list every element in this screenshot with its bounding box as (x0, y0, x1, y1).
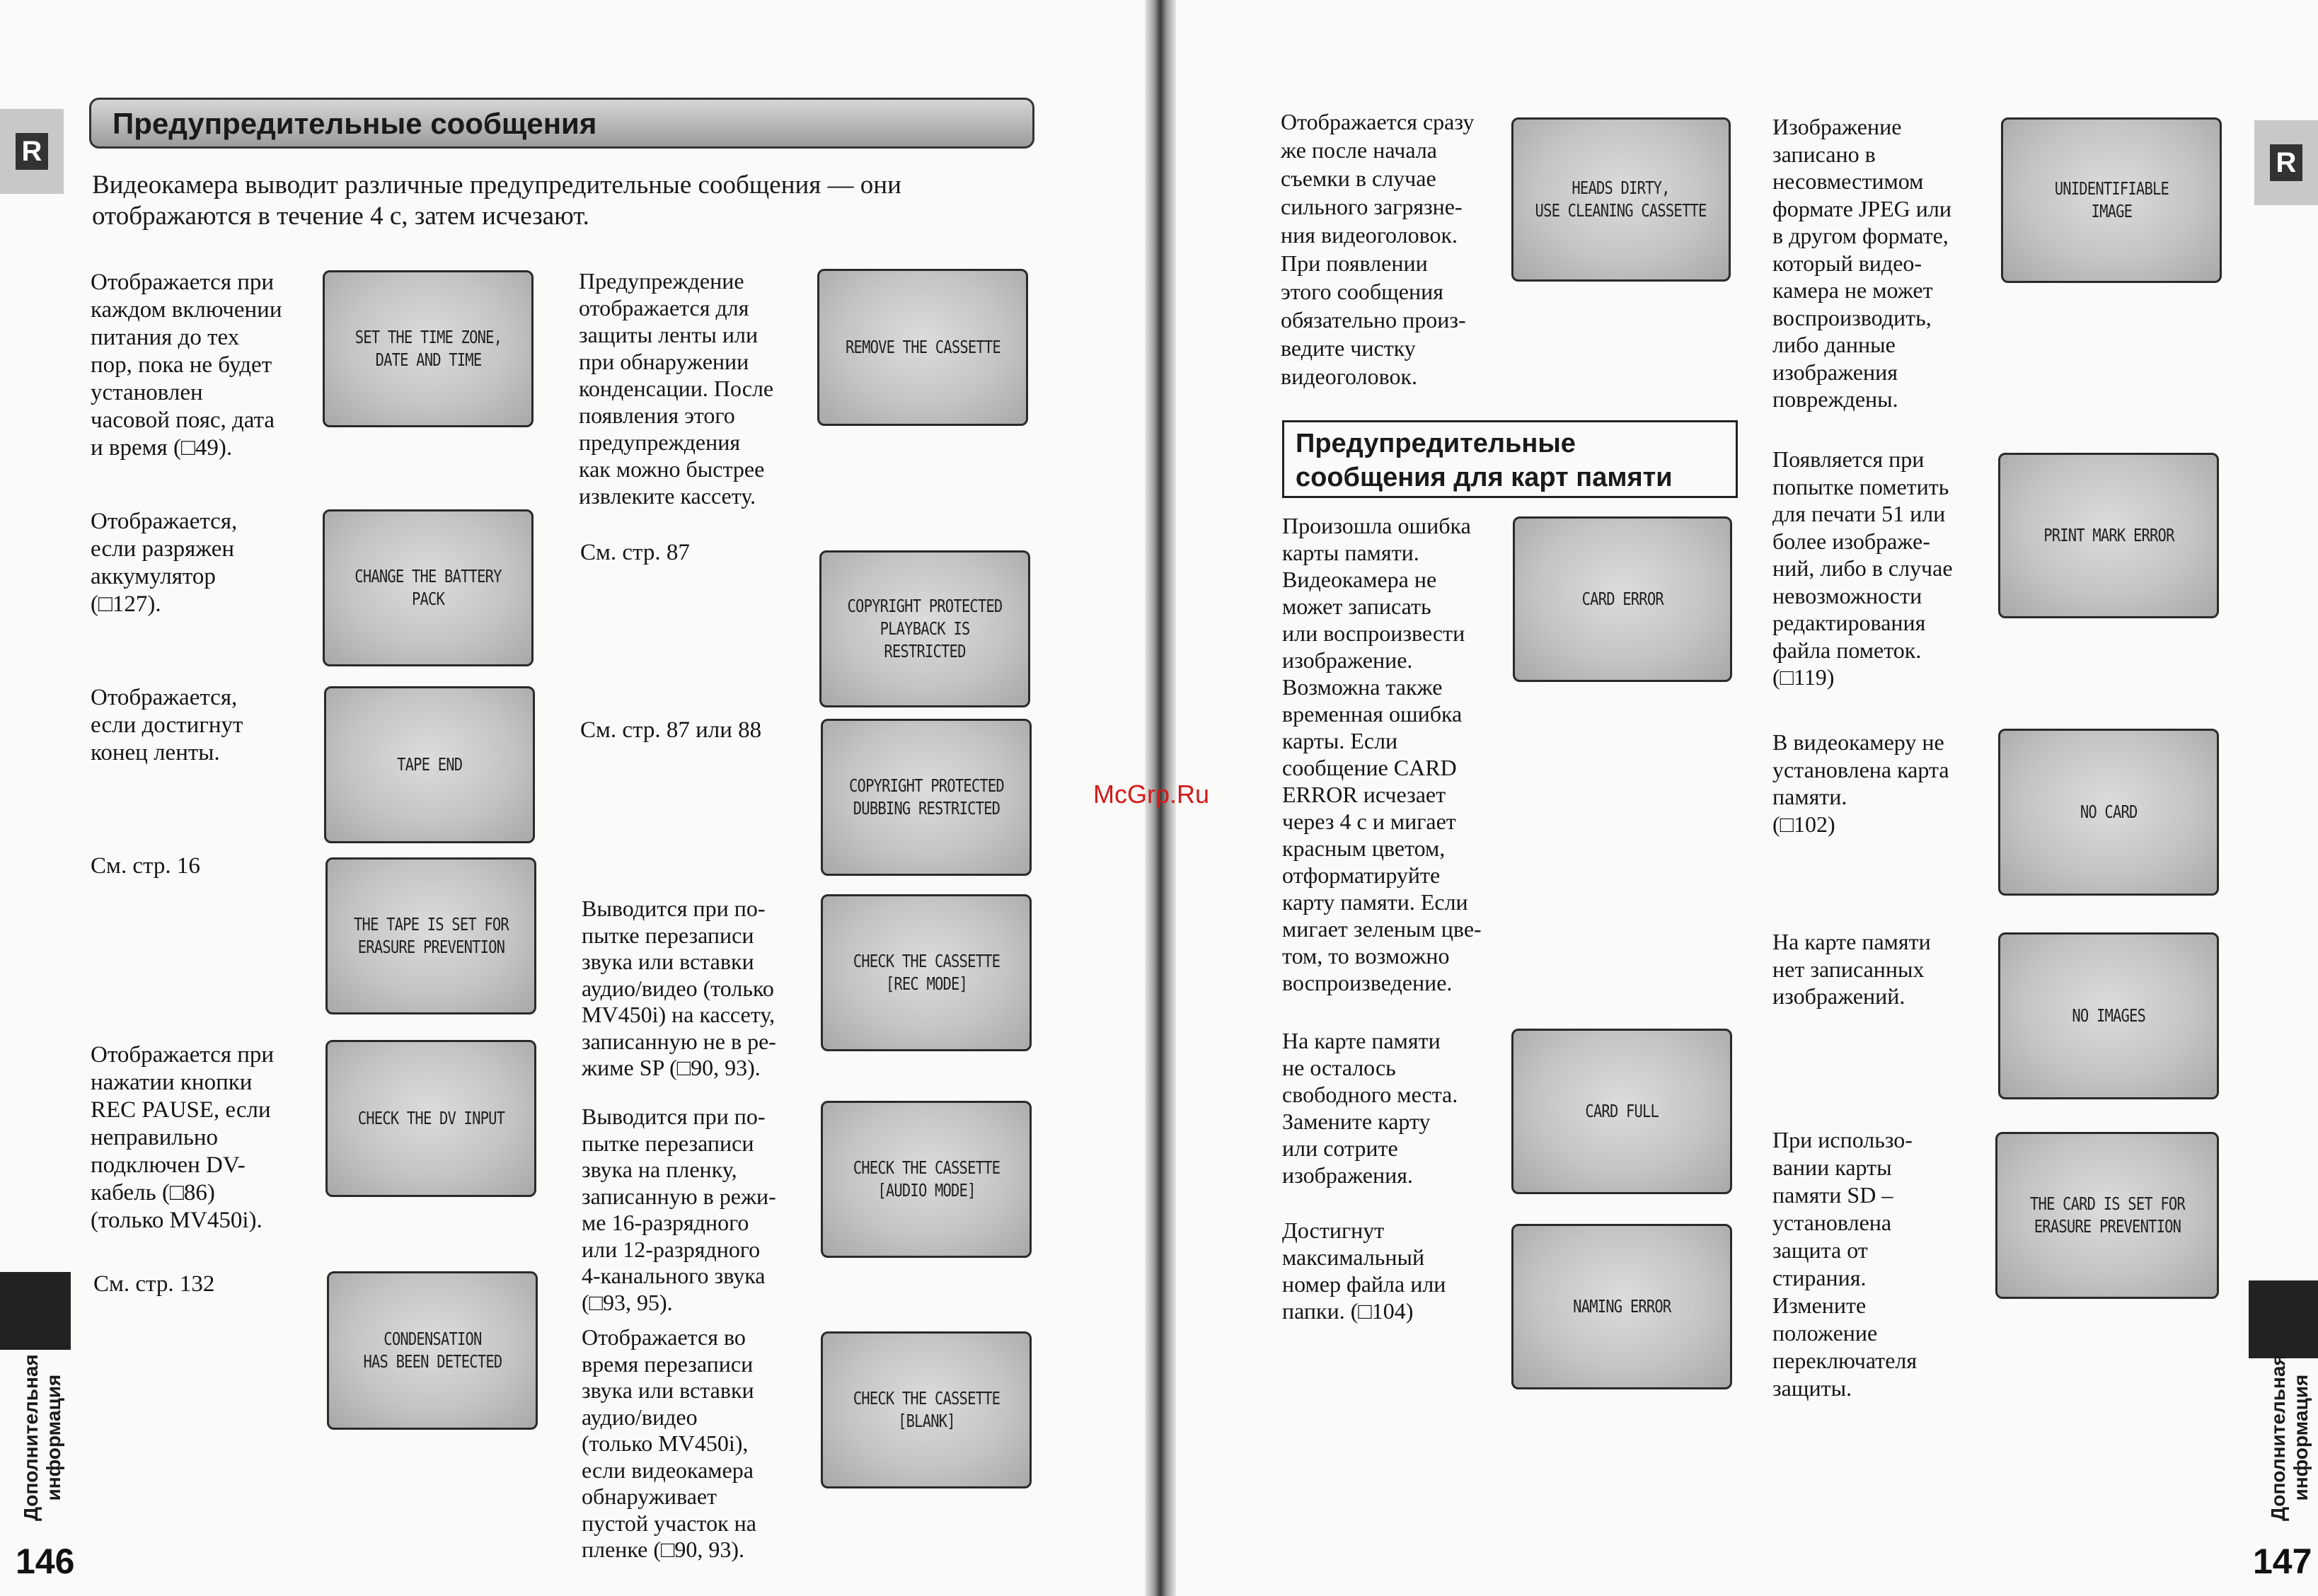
screen-message: COPYRIGHT PROTECTED DUBBING RESTRICTED (848, 775, 1004, 819)
item-desc: См. стр. 16 (91, 853, 200, 879)
lcd-screen (817, 269, 1028, 426)
item-desc: Достигнут максимальный номер файла или папки. (□104) (1282, 1218, 1446, 1324)
screen-message: CHECK THE DV INPUT (357, 1108, 504, 1128)
screen-message: COPYRIGHT PROTECTED PLAYBACK IS RESTRICTED (847, 596, 1003, 661)
lcd-screen (323, 509, 534, 666)
item-desc: В видеокамеру не установлена карта памяти. (□102) (1772, 729, 1949, 837)
lcd-screen (819, 550, 1030, 707)
screen-message: CONDENSATION HAS BEEN DETECTED (363, 1329, 502, 1372)
lcd-screen (1995, 1132, 2219, 1299)
screen-message: NO IMAGES (2072, 1005, 2145, 1026)
section-tab-letter: R (2270, 144, 2302, 181)
lcd-screen (1998, 453, 2219, 618)
memory-card-heading-box (1282, 420, 1738, 498)
item-desc: На карте памяти не осталось свободного места. Замените карту или сотрите изображения. (1282, 1028, 1458, 1188)
lcd-screen (821, 719, 1032, 876)
item-desc: Отображается сразу же после начала съемки в случае сильного загрязне- ния видеоголовок. При появлении этого сообщения обязательно произ- ведите чистку видеоголовок. (1281, 109, 1475, 389)
lcd-screen (323, 270, 534, 427)
item-desc: На карте памяти нет записанных изображений. (1772, 929, 1931, 1009)
screen-message: CHECK THE CASSETTE [BLANK] (853, 1388, 1000, 1431)
lcd-screen (821, 1331, 1032, 1488)
lcd-screen (821, 894, 1032, 1051)
item-desc: Выводится при по- пытке перезаписи звука или вставки аудио/видео (только MV450i) на кассету, записанную не в ре- жиме SP (□90, 93). (582, 896, 776, 1080)
section-tab-left (0, 109, 64, 194)
screen-message: CARD FULL (1585, 1101, 1659, 1121)
item-desc: См. стр. 87 (580, 540, 690, 565)
lcd-screen (325, 1040, 536, 1197)
item-desc: При использо- вании карты памяти SD – установлена защита от стирания. Измените положение переключателя защиты. (1772, 1127, 1918, 1401)
screen-message: THE CARD IS SET FOR ERASURE PREVENTION (2029, 1193, 2185, 1237)
item-desc: См. стр. 87 или 88 (580, 717, 762, 743)
screen-message: REMOVE THE CASSETTE (845, 337, 1001, 357)
lcd-screen (1998, 932, 2219, 1099)
lcd-screen (1511, 117, 1731, 282)
item-desc: Произошла ошибка карты памяти. Видеокамера не может записать или воспроизвести изображение. Возможна также временная ошибка карты. Если сообщение CARD ERROR исчезает через 4 с и мигает красным цветом, отформатируйте карту памяти. Если мигает зеленым цве- том, то возможно воспроизведение. (1282, 513, 1482, 995)
intro-text: Видеокамера выводит различные предупредительные сообщения — они отображаются в течение 4 с, затем исчезают. (92, 170, 901, 231)
screen-message: THE TAPE IS SET FOR ERASURE PREVENTION (353, 914, 509, 957)
screen-message: NAMING ERROR (1572, 1296, 1671, 1317)
item-desc: Отображается во время перезаписи звука или вставки аудио/видео (только MV450i), если видеокамера обнаруживает пустой участок на пленке (□90, 93). (582, 1324, 756, 1562)
side-label: Дополнительная информация (20, 1354, 64, 1521)
screen-message: UNIDENTIFIABLE IMAGE (2054, 178, 2169, 221)
item-desc: Отображается, если достигнут конец ленты. (91, 685, 243, 765)
lcd-screen (1511, 1224, 1732, 1389)
section-tab-right (2254, 120, 2318, 205)
page-number: 146 (16, 1542, 75, 1581)
section-tab-letter: R (16, 133, 48, 170)
watermark: McGrp.Ru (1093, 780, 1210, 809)
item-desc: Изображение записано в несовместимом формате JPEG или в другом формате, который видео- камера не может воспроизводить, либо данные изображения повреждены. (1772, 114, 1951, 412)
item-desc: Выводится при по- пытке перезаписи звука на пленку, записанную в режи- ме 16-разрядного или 12-разрядного 4-канального звука (□93, 95). (582, 1104, 776, 1315)
page-title-bar (89, 98, 1034, 149)
item-desc: Появляется при попытке пометить для печати 51 или более изображе- ний, либо в случае невозможности редактирования файла пометок. (□119) (1772, 446, 1953, 690)
screen-message: CHECK THE CASSETTE [REC MODE] (853, 951, 1000, 994)
page-title: Предупредительные сообщения (113, 107, 597, 140)
item-desc: Отображается при каждом включении питания до тех пор, пока не будет установлен часовой пояс, дата и время (□49). (91, 270, 282, 461)
lcd-screen (324, 686, 535, 843)
item-desc: Предупреждение отображается для защиты ленты или при обнаружении конденсации. После появления этого предупреждения как можно быстрее извлеките кассету. (579, 268, 774, 509)
screen-message: SET THE TIME ZONE, DATE AND TIME (354, 327, 502, 370)
lcd-screen (2001, 117, 2222, 283)
side-tab-marker (2249, 1280, 2318, 1358)
side-tab-marker (0, 1272, 71, 1350)
item-desc: См. стр. 132 (93, 1271, 215, 1297)
side-label: Дополнительная информация (2267, 1354, 2312, 1521)
item-desc: Отображается, если разряжен аккумулятор (□127). (91, 509, 238, 617)
lcd-screen (1511, 1029, 1732, 1194)
screen-message: HEADS DIRTY, USE CLEANING CASSETTE (1535, 178, 1707, 221)
memory-card-heading: Предупредительные сообщения для карт памяти (1296, 429, 1673, 492)
screen-message: TAPE END (396, 754, 463, 775)
lcd-screen (821, 1101, 1032, 1258)
lcd-screen (325, 857, 536, 1014)
lcd-screen (327, 1271, 538, 1430)
screen-message: NO CARD (2080, 802, 2138, 822)
screen-message: CHECK THE CASSETTE [AUDIO MODE] (853, 1157, 1000, 1201)
lcd-screen (1998, 729, 2219, 896)
item-desc: Отображается при нажатии кнопки REC PAUSE, если неправильно подключен DV- кабель (□86) (только MV450i). (91, 1042, 275, 1233)
lcd-screen (1513, 516, 1732, 682)
screen-message: CHANGE THE BATTERY PACK (354, 566, 502, 609)
screen-message: PRINT MARK ERROR (2043, 525, 2174, 545)
screen-message: CARD ERROR (1581, 589, 1663, 609)
page-number: 147 (2253, 1542, 2312, 1581)
